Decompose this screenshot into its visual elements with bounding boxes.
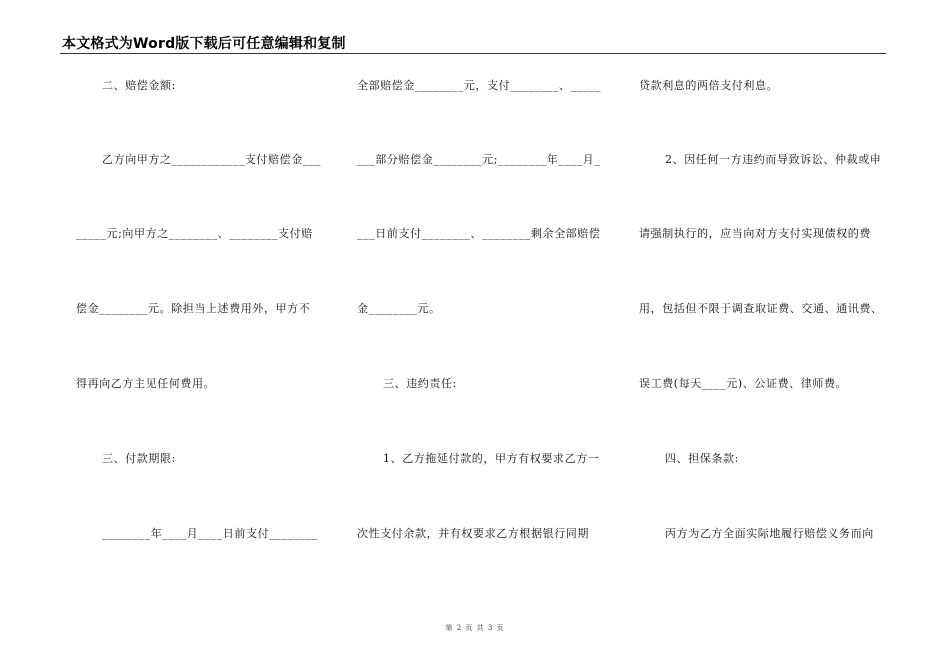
column-2-line: ___日前支付________、________剩余全部赔偿 bbox=[357, 227, 601, 240]
column-2-line: 全部赔偿金________元，支付________、_____ bbox=[357, 79, 602, 92]
column-3-line: 误工费(每天____元)、公证费、律师费。 bbox=[639, 377, 848, 390]
column-1-line: 乙方向甲方之____________支付赔偿金___ bbox=[102, 153, 322, 166]
column-3-line: 四、担保条款: bbox=[665, 452, 739, 465]
text-column-3 bbox=[639, 0, 894, 620]
column-2-line: 金________元。 bbox=[357, 302, 441, 315]
text-column-1 bbox=[76, 0, 326, 620]
column-2-line: 三、违约责任: bbox=[383, 377, 457, 390]
column-3-line: 用，包括但不限于调查取证费、交通、通讯费、 bbox=[639, 302, 883, 315]
column-3-line: 贷款利息的两倍支付利息。 bbox=[639, 79, 779, 92]
column-2-line: 1、乙方拖延付款的，甲方有权要求乙方一 bbox=[383, 452, 600, 465]
column-1-line: 二、赔偿金额: bbox=[102, 79, 176, 92]
column-2-line: ___部分赔偿金________元;________年____月_ bbox=[357, 153, 601, 166]
page-number-footer: 第 2 页 共 3 页 bbox=[445, 624, 505, 632]
column-3-line: 请强制执行的，应当向对方支付实现债权的费 bbox=[639, 227, 871, 240]
column-1-line: ________年____月____日前支付________ bbox=[102, 527, 318, 540]
column-3-line: 丙方为乙方全面实际地履行赔偿义务而向 bbox=[665, 527, 874, 540]
column-1-line: _____元;向甲方之________、________支付赔 bbox=[76, 227, 313, 240]
column-1-line: 三、付款期限: bbox=[102, 452, 176, 465]
document-header-title: 本文格式为Word版下载后可任意编辑和复制 bbox=[62, 36, 346, 52]
column-1-line: 偿金________元。除担当上述费用外，甲方不 bbox=[76, 302, 311, 315]
text-column-2 bbox=[357, 0, 612, 620]
column-2-line: 次性支付余款，并有权要求乙方根据银行同期 bbox=[357, 527, 589, 540]
column-3-line: 2、因任何一方违约而导致诉讼、仲裁或申 bbox=[665, 153, 882, 166]
column-1-line: 得再向乙方主见任何费用。 bbox=[76, 377, 216, 390]
